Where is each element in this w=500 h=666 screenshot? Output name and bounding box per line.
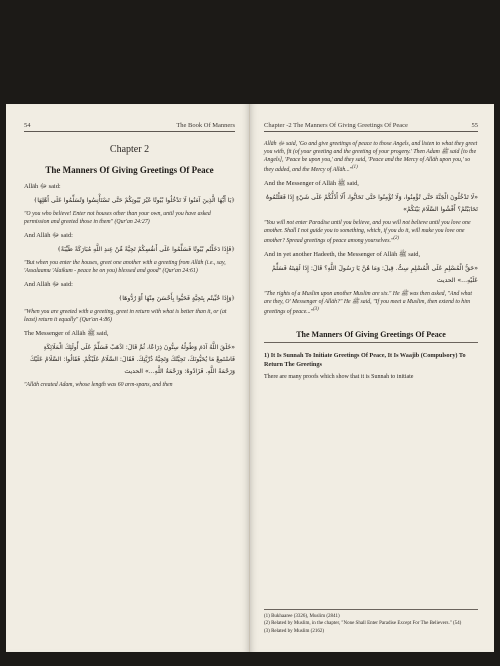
footnote-3: (3) Related by Muslim (2162) (264, 628, 324, 634)
hadith-translation-3 (264, 290, 478, 316)
footnote-ref-3: (3) (313, 306, 319, 312)
hadith-block-3 (264, 251, 478, 316)
continued-translation-text: Allāh ﷻ said, 'Go and give greetings of peace to those Angels, and listen to what they greet you with, fit (of your greeting and the greeting of your progeny.' Then Adam ﷺ said [to the Angels], 'Peace be upon you,' and they said, 'Peace and the Mercy of Allāh upon you,' so they added, and the Mercy of Allāh..." (264, 141, 478, 173)
verse-block-2 (24, 232, 235, 275)
verse-intro-1: Allāh ﷻ said: (24, 183, 61, 190)
verse-block-3 (24, 281, 235, 324)
left-page (6, 104, 250, 652)
arabic-hadith-1: «خَلَقَ اللَّهُ آدَمَ وَطُولُهُ سِتُّونَ ذِرَاعًا، ثُمَّ قَالَ: اذْهَبْ فَسَلِّمْ عَلَى أُولَئِكَ الْمَلَائِكَةِ فَاسْتَمِعْ مَا يُحَيُّونَكَ، تَحِيَّتُكَ وَتَحِيَّةُ ذُرِّيَّتِكَ. فَقَالَ: السَّلَامُ عَلَيْكُمْ. فَقَالُوا: السَّلَامُ عَلَيْكَ وَرَحْمَةُ اللَّهِ. فَزَادُوهُ: وَرَحْمَةُ اللَّهِ...» الحديث (29, 344, 235, 375)
chapter-title: The Manners Of Giving Greetings Of Peace (45, 165, 214, 175)
page-number-right: 55 (471, 122, 478, 129)
hadith-intro-2: And the Messenger of Allāh ﷺ said, (264, 179, 359, 187)
hadith-translation-2 (264, 219, 478, 245)
chapter-label: Chapter 2 (109, 144, 150, 155)
verse-translation-2: "But when you enter the houses, greet one another with a greeting from Allāh (i.e., say, 'Assalaamu 'Alaikum - peace be on you) blessed and good" (Qur'an 24:61) (24, 260, 226, 274)
hadith-intro-3: And in yet another Hadeeth, the Messenger of Allāh ﷺ said, (264, 250, 421, 258)
verse-intro-3: And Allāh ﷻ said: (24, 281, 73, 288)
arabic-verse-1: ﴿يَا أَيُّهَا الَّذِينَ آمَنُوا لَا تَدْخُلُوا بُيُوتًا غَيْرَ بُيُوتِكُمْ حَتَّى تَسْتَأْنِسُوا وَتُسَلِّمُوا عَلَى أَهْلِهَا﴾ (33, 197, 235, 204)
page-number-left: 54 (24, 122, 31, 129)
running-title-right: Chapter -2 The Manners Of Giving Greetings Of Peace (264, 122, 408, 129)
numbered-heading: 1) It Is Sunnah To Initiate Greetings Of Peace, It Is Waajib (Compulsory) To Return The Greetings (264, 351, 466, 368)
footnote-ref-2: (2) (393, 235, 399, 241)
verse-translation-1: "O you who believe! Enter not houses other than your own, until you have asked permission and greeted those in them" (Qur'an 24:27) (24, 211, 211, 225)
hadith-translation-1: "Allāh created Adam, whose length was 60 arm-spans, and then (24, 382, 173, 388)
arabic-verse-3: ﴿وَإِذَا حُيِّيتُم بِتَحِيَّةٍ فَحَيُّوا بِأَحْسَنَ مِنْهَا أَوْ رُدُّوهَا﴾ (118, 295, 235, 302)
footnote-1: (1) Bukhaaree (3326), Muslim (2841) (264, 613, 340, 619)
arabic-hadith-3: «حَقُّ الْمُسْلِمِ عَلَى الْمُسْلِمِ سِتٌّ. قِيلَ: وَمَا هُنَّ يَا رَسُولَ اللَّهِ؟ قَالَ: إِذَا لَقِيتَهُ فَسَلِّمْ عَلَيْهِ...» الحديث (272, 264, 478, 284)
section-heading: The Manners Of Giving Greetings Of Peace (264, 330, 478, 343)
hadith-intro-1: The Messenger of Allāh ﷺ said, (24, 330, 109, 337)
running-head-left (24, 122, 235, 132)
arabic-hadith-2: «لَا تَدْخُلُونَ الْجَنَّةَ حَتَّى تُؤْمِنُوا، وَلَا تُؤْمِنُوا حَتَّى تَحَابُّوا، أَلَا أَدُلُّكُمْ عَلَى شَيْءٍ إِذَا فَعَلْتُمُوهُ تَحَابَبْتُمْ؟ أَفْشُوا السَّلَامَ بَيْنَكُمْ» (265, 193, 478, 213)
running-head-right (264, 122, 478, 132)
verse-translation-3: "When you are greeted with a greeting, greet in return with what is better than it, or (at least) return it equally" (Qur'an 4:86) (24, 309, 227, 323)
hadith-block-2 (264, 180, 478, 245)
verse-intro-2: And Allāh ﷻ said: (24, 232, 73, 239)
footnotes (264, 609, 478, 637)
hadith-translation-continued (264, 140, 478, 174)
hadith-block-1 (24, 330, 235, 389)
body-paragraph: There are many proofs which show that it is Sunnah to initiate (264, 373, 414, 380)
footnote-ref-1: (1) (352, 165, 358, 170)
footnote-2: (2) Related by Muslim, in the chapter, "None Shall Enter Paradise Except For The Believers." (54) (264, 621, 462, 626)
book-spread (6, 104, 494, 652)
verse-block-1 (24, 183, 235, 226)
hadith-translation-3-text: "The rights of a Muslim upon another Muslim are six." He ﷺ was then asked, "And what are they, O' Messenger of Allāh?" He ﷺ said, "If you meet a Muslim, then extend to him greetings of peace..." (264, 290, 472, 315)
arabic-verse-2: ﴿فَإِذَا دَخَلْتُم بُيُوتًا فَسَلِّمُوا عَلَى أَنفُسِكُمْ تَحِيَّةً مِّنْ عِندِ اللَّهِ مُبَارَكَةً طَيِّبَةً﴾ (57, 246, 235, 253)
right-page (250, 104, 494, 652)
running-title-left: The Book Of Manners (176, 122, 235, 129)
hadith-translation-2-text: "You will not enter Paradise until you believe, and you will not believe until you love one another. Shall I not guide you to something, which, if you do it, will make you love one another? Spread greetings of peace among yourselves." (264, 219, 471, 244)
